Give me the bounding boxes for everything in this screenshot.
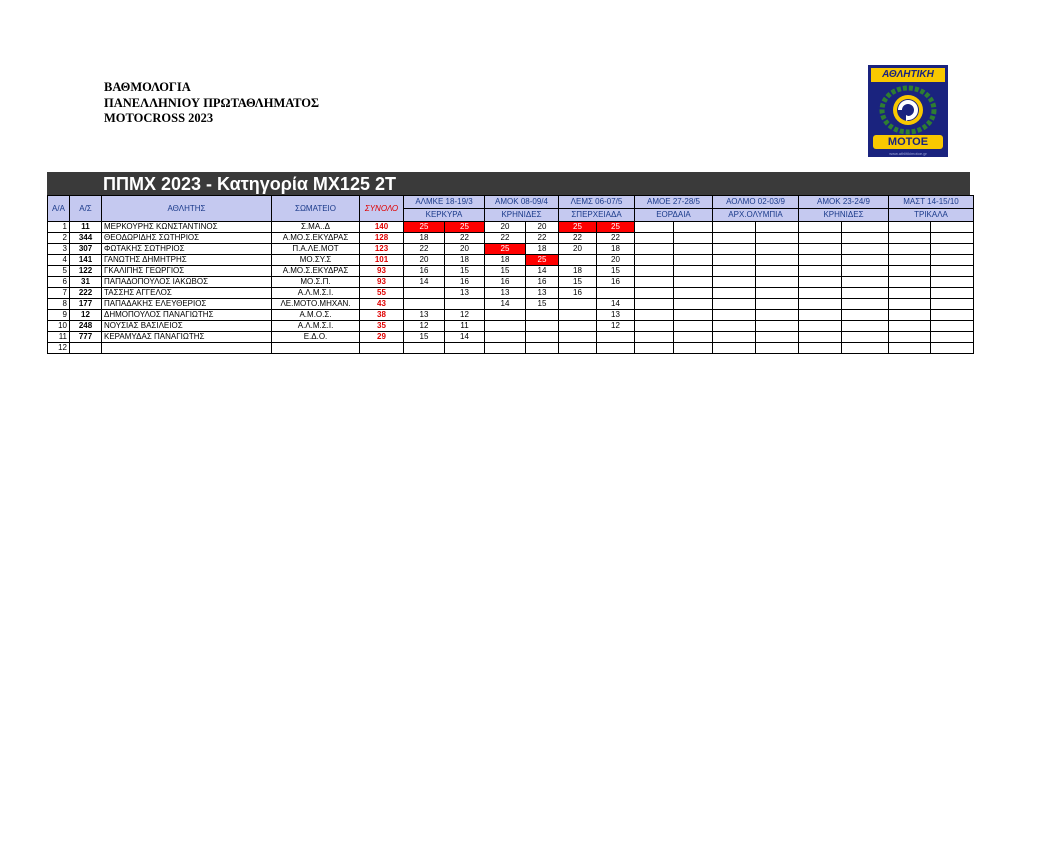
race-score-cell: [635, 277, 674, 288]
race-score-cell: [713, 277, 756, 288]
race-score-cell: [889, 321, 931, 332]
race-score-cell: [799, 310, 842, 321]
athlete-name-cell: ΠΑΠΑΔΑΚΗΣ ΕΛΕΥΘΕΡΙΟΣ: [102, 299, 272, 310]
race-score-cell: [635, 321, 674, 332]
race-score-cell: [889, 288, 931, 299]
race-score-cell: [931, 321, 974, 332]
race-score-cell: 16: [404, 266, 445, 277]
race-venue: ΕΟΡΔΑΙΑ: [635, 209, 713, 222]
race-score-cell: 16: [559, 288, 597, 299]
race-venue: ΑΡΧ.ΟΛΥΜΠΙΑ: [713, 209, 799, 222]
race-score-cell: [756, 244, 799, 255]
rider-number-cell: 31: [70, 277, 102, 288]
race-score-cell: [713, 288, 756, 299]
col-header-aa: Α/Α: [48, 196, 70, 222]
race-score-cell: [842, 321, 889, 332]
race-score-cell: [635, 288, 674, 299]
club-cell: Α.Μ.Ο.Σ.: [272, 310, 360, 321]
athlete-name-cell: ΓΚΑΛΙΠΗΣ ΓΕΩΡΓΙΟΣ: [102, 266, 272, 277]
race-score-cell: [889, 310, 931, 321]
race-score-cell: [713, 222, 756, 233]
rank-cell: 11: [48, 332, 70, 343]
race-score-cell: [597, 288, 635, 299]
race-score-cell: [842, 288, 889, 299]
rider-number-cell: 177: [70, 299, 102, 310]
race-score-cell: 16: [445, 277, 485, 288]
race-score-cell: [635, 266, 674, 277]
race-score-cell: 16: [597, 277, 635, 288]
race-score-cell: [485, 332, 526, 343]
race-score-cell: [674, 343, 713, 354]
race-score-cell: [635, 343, 674, 354]
race-score-cell: [799, 277, 842, 288]
race-score-cell: [756, 321, 799, 332]
rider-number-cell: 344: [70, 233, 102, 244]
race-score-cell: [756, 343, 799, 354]
race-score-cell: [526, 332, 559, 343]
rank-cell: 8: [48, 299, 70, 310]
total-points-cell: 123: [360, 244, 404, 255]
race-score-cell: [842, 310, 889, 321]
athlete-name-cell: ΝΟΥΣΙΑΣ ΒΑΣΙΛΕΙΟΣ: [102, 321, 272, 332]
race-score-cell: 18: [445, 255, 485, 266]
col-header-club: ΣΩΜΑΤΕΙΟ: [272, 196, 360, 222]
race-score-cell: 20: [485, 222, 526, 233]
race-score-cell: [799, 288, 842, 299]
race-score-cell: [931, 244, 974, 255]
race-score-cell: [674, 244, 713, 255]
race-score-cell: [713, 332, 756, 343]
athlete-name-cell: ΦΩΤΑΚΗΣ ΣΩΤΗΡΙΟΣ: [102, 244, 272, 255]
rider-number-cell: 222: [70, 288, 102, 299]
race-score-cell: 16: [526, 277, 559, 288]
rank-cell: 9: [48, 310, 70, 321]
total-points-cell: 29: [360, 332, 404, 343]
race-score-cell: [931, 288, 974, 299]
race-score-cell: [674, 299, 713, 310]
race-score-cell: [445, 299, 485, 310]
race-header: ΛΕΜΣ 06-07/5: [559, 196, 635, 209]
race-score-cell: [799, 244, 842, 255]
race-score-cell: 18: [559, 266, 597, 277]
race-score-cell: [799, 343, 842, 354]
race-score-cell: 22: [597, 233, 635, 244]
race-score-cell: [713, 233, 756, 244]
race-score-cell: [842, 244, 889, 255]
race-score-cell: 12: [404, 321, 445, 332]
race-score-cell: 13: [485, 288, 526, 299]
table-row: [48, 310, 974, 321]
race-score-cell: [635, 255, 674, 266]
total-points-cell: 35: [360, 321, 404, 332]
race-score-cell: [526, 310, 559, 321]
race-score-cell: 25: [485, 244, 526, 255]
race-score-cell: [674, 277, 713, 288]
club-cell: Π.Α.ΛΕ.ΜΟΤ: [272, 244, 360, 255]
race-score-cell: [713, 343, 756, 354]
race-score-cell: [674, 288, 713, 299]
race-score-cell: 13: [445, 288, 485, 299]
race-score-cell: 25: [526, 255, 559, 266]
total-points-cell: 38: [360, 310, 404, 321]
club-cell: Ε.Δ.Ο.: [272, 332, 360, 343]
race-score-cell: [931, 310, 974, 321]
race-score-cell: [559, 255, 597, 266]
race-score-cell: [713, 321, 756, 332]
race-score-cell: 12: [445, 310, 485, 321]
rider-number-cell: 248: [70, 321, 102, 332]
club-cell: Α.ΜΟ.Σ.ΕΚΥΔΡΑΣ: [272, 233, 360, 244]
race-score-cell: [889, 255, 931, 266]
wreath-emblem-icon: [878, 85, 938, 135]
race-score-cell: 13: [526, 288, 559, 299]
race-score-cell: [889, 332, 931, 343]
race-score-cell: [842, 332, 889, 343]
rider-number-cell: 11: [70, 222, 102, 233]
athlete-name-cell: ΤΑΣΣΗΣ ΑΓΓΕΛΟΣ: [102, 288, 272, 299]
race-score-cell: 13: [597, 310, 635, 321]
race-score-cell: 15: [404, 332, 445, 343]
race-venue: ΚΡΗΝΙΔΕΣ: [799, 209, 889, 222]
race-score-cell: 20: [559, 244, 597, 255]
race-header: ΑΜΟΕ 27-28/5: [635, 196, 713, 209]
race-score-cell: [635, 310, 674, 321]
club-cell: ΛΕ.ΜΟΤΟ.ΜΗΧΑΝ.: [272, 299, 360, 310]
rank-cell: 4: [48, 255, 70, 266]
race-score-cell: [485, 343, 526, 354]
total-points-cell: 93: [360, 277, 404, 288]
athlete-name-cell: ΔΗΜΟΠΟΥΛΟΣ ΠΑΝΑΓΙΩΤΗΣ: [102, 310, 272, 321]
rank-cell: 2: [48, 233, 70, 244]
club-cell: Α.ΜΟ.Σ.ΕΚΥΔΡΑΣ: [272, 266, 360, 277]
race-score-cell: [635, 233, 674, 244]
race-score-cell: 15: [526, 299, 559, 310]
race-score-cell: [559, 332, 597, 343]
rank-cell: 7: [48, 288, 70, 299]
race-score-cell: [931, 277, 974, 288]
race-score-cell: 25: [559, 222, 597, 233]
race-score-cell: [931, 233, 974, 244]
race-score-cell: [674, 310, 713, 321]
total-points-cell: [360, 343, 404, 354]
rank-cell: 3: [48, 244, 70, 255]
total-points-cell: 55: [360, 288, 404, 299]
table-row: [48, 321, 974, 332]
logo-bottom-text: ΜΟΤΟΕ: [873, 135, 943, 149]
race-score-cell: [713, 310, 756, 321]
race-score-cell: [713, 299, 756, 310]
race-score-cell: 25: [404, 222, 445, 233]
club-cell: Α.Λ.Μ.Σ.Ι.: [272, 321, 360, 332]
race-score-cell: 20: [526, 222, 559, 233]
race-score-cell: [889, 277, 931, 288]
club-cell: [272, 343, 360, 354]
race-score-cell: [559, 310, 597, 321]
race-score-cell: [756, 332, 799, 343]
table-row: [48, 288, 974, 299]
race-score-cell: [756, 288, 799, 299]
race-score-cell: [842, 222, 889, 233]
race-score-cell: 18: [485, 255, 526, 266]
race-score-cell: [756, 233, 799, 244]
race-score-cell: [404, 343, 445, 354]
race-score-cell: 18: [597, 244, 635, 255]
race-score-cell: 16: [485, 277, 526, 288]
race-score-cell: [404, 299, 445, 310]
race-score-cell: 14: [526, 266, 559, 277]
race-score-cell: [799, 266, 842, 277]
rank-cell: 10: [48, 321, 70, 332]
race-score-cell: [756, 277, 799, 288]
race-score-cell: [597, 343, 635, 354]
race-score-cell: 22: [445, 233, 485, 244]
race-venue: ΚΡΗΝΙΔΕΣ: [485, 209, 559, 222]
race-score-cell: [559, 299, 597, 310]
race-header: ΜΑΣΤ 14-15/10: [889, 196, 974, 209]
heading-line-1: ΒΑΘΜΟΛΟΓΙΑ: [104, 80, 191, 94]
race-score-cell: 20: [445, 244, 485, 255]
race-score-cell: 14: [404, 277, 445, 288]
race-score-cell: [597, 332, 635, 343]
race-score-cell: [713, 255, 756, 266]
race-score-cell: [799, 299, 842, 310]
race-score-cell: [931, 299, 974, 310]
table-row: [48, 233, 974, 244]
race-score-cell: [842, 255, 889, 266]
race-score-cell: [889, 222, 931, 233]
athlete-name-cell: ΠΑΠΑΔΟΠΟΥΛΟΣ ΙΑΚΩΒΟΣ: [102, 277, 272, 288]
race-score-cell: [756, 222, 799, 233]
race-score-cell: 13: [404, 310, 445, 321]
club-cell: ΜΟ.ΣΥ.Σ: [272, 255, 360, 266]
race-score-cell: 14: [485, 299, 526, 310]
rank-cell: 5: [48, 266, 70, 277]
race-score-cell: [842, 343, 889, 354]
race-score-cell: [756, 299, 799, 310]
standings-table: [47, 195, 974, 354]
table-row: [48, 277, 974, 288]
table-row: [48, 266, 974, 277]
race-score-cell: [799, 332, 842, 343]
race-score-cell: 18: [526, 244, 559, 255]
race-score-cell: [635, 299, 674, 310]
race-score-cell: [713, 244, 756, 255]
race-score-cell: [842, 277, 889, 288]
race-score-cell: 22: [404, 244, 445, 255]
race-score-cell: [799, 255, 842, 266]
race-header: ΑΜΟΚ 08-09/4: [485, 196, 559, 209]
race-score-cell: 15: [559, 277, 597, 288]
race-score-cell: [485, 321, 526, 332]
race-score-cell: [889, 343, 931, 354]
race-score-cell: 20: [597, 255, 635, 266]
rank-cell: 12: [48, 343, 70, 354]
logo-site-text: www.athlitikimotoe.gr: [889, 151, 927, 156]
race-score-cell: [635, 244, 674, 255]
race-score-cell: [799, 321, 842, 332]
race-score-cell: [445, 343, 485, 354]
race-score-cell: [931, 255, 974, 266]
race-score-cell: [931, 222, 974, 233]
race-score-cell: [889, 233, 931, 244]
race-score-cell: [842, 233, 889, 244]
race-score-cell: 11: [445, 321, 485, 332]
race-score-cell: [674, 233, 713, 244]
race-header: ΑΜΟΚ 23-24/9: [799, 196, 889, 209]
race-venue: ΤΡΙΚΑΛΑ: [889, 209, 974, 222]
table-row: [48, 343, 974, 354]
total-points-cell: 93: [360, 266, 404, 277]
rider-number-cell: 777: [70, 332, 102, 343]
race-score-cell: 25: [445, 222, 485, 233]
document-heading: [104, 80, 319, 127]
race-score-cell: 15: [445, 266, 485, 277]
race-score-cell: [674, 266, 713, 277]
race-score-cell: [889, 244, 931, 255]
race-score-cell: [526, 321, 559, 332]
federation-logo: [868, 65, 948, 157]
race-score-cell: [756, 310, 799, 321]
athlete-name-cell: ΚΕΡΑΜΥΔΑΣ ΠΑΝΑΓΙΩΤΗΣ: [102, 332, 272, 343]
race-score-cell: [559, 321, 597, 332]
athlete-name-cell: ΜΕΡΚΟΥΡΗΣ ΚΩΝΣΤΑΝΤΙΝΟΣ: [102, 222, 272, 233]
race-score-cell: 22: [559, 233, 597, 244]
table-row: [48, 332, 974, 343]
race-score-cell: [674, 332, 713, 343]
race-score-cell: 15: [597, 266, 635, 277]
race-score-cell: [713, 266, 756, 277]
race-score-cell: 18: [404, 233, 445, 244]
heading-line-2: ΠΑΝΕΛΛΗΝΙΟΥ ΠΡΩΤΑΘΛΗΜΑΤΟΣ: [104, 95, 320, 110]
race-header: ΑΛΜΚΕ 18-19/3: [404, 196, 485, 209]
race-score-cell: [931, 266, 974, 277]
rider-number-cell: 141: [70, 255, 102, 266]
category-banner: [47, 172, 970, 195]
race-venue: ΚΕΡΚΥΡΑ: [404, 209, 485, 222]
table-row: [48, 255, 974, 266]
race-score-cell: [485, 310, 526, 321]
race-score-cell: [799, 222, 842, 233]
race-score-cell: [404, 288, 445, 299]
rider-number-cell: 307: [70, 244, 102, 255]
race-score-cell: [635, 332, 674, 343]
athlete-name-cell: [102, 343, 272, 354]
race-score-cell: 15: [485, 266, 526, 277]
club-cell: Α.Λ.Μ.Σ.Ι.: [272, 288, 360, 299]
race-score-cell: 22: [485, 233, 526, 244]
race-score-cell: [674, 222, 713, 233]
athlete-name-cell: ΘΕΟΔΩΡΙΔΗΣ ΣΩΤΗΡΙΟΣ: [102, 233, 272, 244]
race-score-cell: [756, 255, 799, 266]
col-header-total: ΣΥΝΟΛΟ: [360, 196, 404, 222]
race-score-cell: 14: [597, 299, 635, 310]
race-score-cell: 12: [597, 321, 635, 332]
race-score-cell: [674, 321, 713, 332]
race-score-cell: [931, 343, 974, 354]
club-cell: Σ.ΜΑ..Δ: [272, 222, 360, 233]
race-score-cell: [756, 266, 799, 277]
rider-number-cell: 12: [70, 310, 102, 321]
total-points-cell: 128: [360, 233, 404, 244]
race-score-cell: [674, 255, 713, 266]
athlete-name-cell: ΓΑΝΩΤΗΣ ΔΗΜΗΤΡΗΣ: [102, 255, 272, 266]
rider-number-cell: 122: [70, 266, 102, 277]
race-venue: ΣΠΕΡΧΕΙΑΔΑ: [559, 209, 635, 222]
race-score-cell: [889, 266, 931, 277]
table-row: [48, 244, 974, 255]
rider-number-cell: [70, 343, 102, 354]
race-score-cell: 25: [597, 222, 635, 233]
race-score-cell: [842, 299, 889, 310]
total-points-cell: 101: [360, 255, 404, 266]
logo-top-text: ΑΘΛΗΤΙΚΗ: [871, 68, 945, 82]
race-score-cell: 20: [404, 255, 445, 266]
table-row: [48, 299, 974, 310]
table-row: [48, 222, 974, 233]
race-score-cell: 14: [445, 332, 485, 343]
col-header-athlete: ΑΘΛΗΤΗΣ: [102, 196, 272, 222]
heading-line-3: MOTOCROSS 2023: [104, 111, 214, 125]
race-score-cell: [842, 266, 889, 277]
rank-cell: 1: [48, 222, 70, 233]
race-score-cell: [931, 332, 974, 343]
banner-title: ΠΠΜΧ 2023 - Κατηγορία ΜΧ125 2Τ: [103, 174, 396, 194]
club-cell: ΜΟ.Σ.Π.: [272, 277, 360, 288]
race-score-cell: [889, 299, 931, 310]
race-score-cell: [635, 222, 674, 233]
total-points-cell: 140: [360, 222, 404, 233]
col-header-as: Α/Σ: [70, 196, 102, 222]
race-score-cell: [526, 343, 559, 354]
race-score-cell: [559, 343, 597, 354]
race-score-cell: [799, 233, 842, 244]
race-score-cell: 22: [526, 233, 559, 244]
total-points-cell: 43: [360, 299, 404, 310]
rank-cell: 6: [48, 277, 70, 288]
race-header: ΑΟΛΜΟ 02-03/9: [713, 196, 799, 209]
